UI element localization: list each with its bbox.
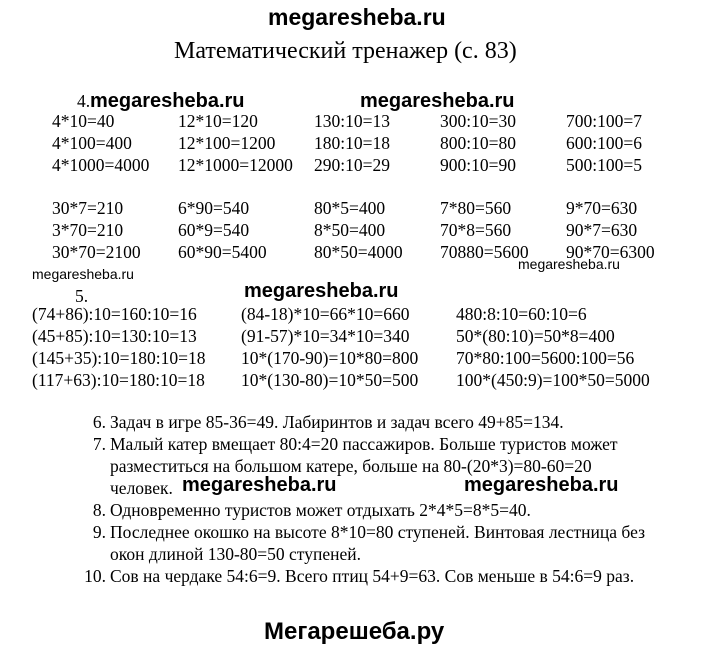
expr: 7*80=560 xyxy=(440,198,512,218)
watermark-small: megaresheba.ru xyxy=(32,266,134,282)
expr: 70*8=560 xyxy=(440,220,512,240)
watermark: megaresheba.ru xyxy=(90,90,245,112)
expr: 80*5=400 xyxy=(314,198,386,218)
expr: 4*10=40 xyxy=(52,111,115,131)
expr: 12*100=1200 xyxy=(178,133,276,153)
expr: 80*50=4000 xyxy=(314,242,403,262)
expr: 12*10=120 xyxy=(178,111,258,131)
watermark-small: megaresheba.ru xyxy=(518,256,620,272)
word-problems xyxy=(60,411,710,587)
expr: (45+85):10=130:10=13 xyxy=(32,326,197,346)
task5-col1 xyxy=(32,303,206,391)
expr: 90*7=630 xyxy=(566,220,638,240)
task4-g2-col5 xyxy=(566,197,655,263)
task-item xyxy=(60,565,710,587)
task-line: Последнее окошко на высоте 8*10=80 ступеней. Винтовая лестница без xyxy=(110,522,645,542)
task5-col2 xyxy=(241,303,418,391)
task-line: Одновременно туристов может отдыхать 2*4*5=8*5=40. xyxy=(110,500,531,520)
page-title: Математический тренажер (с. 83) xyxy=(174,38,517,64)
task4-g1-col2 xyxy=(178,110,293,176)
watermark: megaresheba.ru xyxy=(182,474,337,496)
expr: 300:10=30 xyxy=(440,111,516,131)
expr: 100*(450:9)=100*50=5000 xyxy=(456,370,650,390)
expr: 3*70=210 xyxy=(52,220,124,240)
expr: 50*(80:10)=50*8=400 xyxy=(456,326,615,346)
watermark: megaresheba.ru xyxy=(464,474,619,496)
task4-g2-col4 xyxy=(440,197,529,263)
task-item xyxy=(60,499,710,521)
expr: 6*90=540 xyxy=(178,198,250,218)
task-line: Малый катер вмещает 80:4=20 пассажиров. Больше туристов может xyxy=(110,434,618,454)
expr: 9*70=630 xyxy=(566,198,638,218)
expr: (117+63):10=180:10=18 xyxy=(32,370,205,390)
expr: (145+35):10=180:10=18 xyxy=(32,348,206,368)
expr: 290:10=29 xyxy=(314,155,390,175)
expr: 60*90=5400 xyxy=(178,242,267,262)
expr: 480:8:10=60:10=6 xyxy=(456,304,587,324)
header-watermark: megaresheba.ru xyxy=(268,4,446,30)
expr: 10*(130-80)=10*50=500 xyxy=(241,370,419,390)
task4-g2-col3 xyxy=(314,197,403,263)
expr: 500:100=5 xyxy=(566,155,642,175)
expr: (74+86):10=160:10=16 xyxy=(32,304,197,324)
expr: 600:100=6 xyxy=(566,133,642,153)
watermark: megaresheba.ru xyxy=(360,90,515,112)
expr: 60*9=540 xyxy=(178,220,250,240)
task-item xyxy=(60,521,710,565)
expr: 4*100=400 xyxy=(52,133,132,153)
task-number: 10. xyxy=(84,566,106,586)
expr: 700:100=7 xyxy=(566,111,642,131)
task5-label: 5. xyxy=(75,286,89,306)
expr: 30*70=2100 xyxy=(52,242,141,262)
expr: (91-57)*10=34*10=340 xyxy=(241,326,410,346)
expr: 180:10=18 xyxy=(314,133,390,153)
task-line: окон длиной 130-80=50 ступеней. xyxy=(110,544,361,564)
task-number: 7. xyxy=(92,434,106,454)
expr: 130:10=13 xyxy=(314,111,390,131)
task5-col3 xyxy=(456,303,650,391)
task4-label: 4. xyxy=(77,91,91,111)
expr: 90*70=6300 xyxy=(566,242,655,262)
watermark: megaresheba.ru xyxy=(244,280,399,302)
expr: 30*7=210 xyxy=(52,198,124,218)
task-number: 8. xyxy=(92,500,106,520)
expr: 10*(170-90)=10*80=800 xyxy=(241,348,419,368)
task4-g1-col3 xyxy=(314,110,390,176)
task-line: Задач в игре 85-36=49. Лабиринтов и задач всего 49+85=134. xyxy=(110,412,564,432)
task4-g2-col2 xyxy=(178,197,267,263)
task4-g1-col4 xyxy=(440,110,516,176)
task-item xyxy=(60,411,710,433)
expr: 8*50=400 xyxy=(314,220,386,240)
expr: (84-18)*10=66*10=660 xyxy=(241,304,410,324)
task4-g2-col1 xyxy=(52,197,141,263)
task4-g1-col1 xyxy=(52,110,149,176)
expr: 800:10=80 xyxy=(440,133,516,153)
task-line: человек. xyxy=(110,478,173,498)
expr: 70880=5600 xyxy=(440,242,529,262)
expr: 70*80:100=5600:100=56 xyxy=(456,348,635,368)
task4-g1-col5 xyxy=(566,110,642,176)
expr: 12*1000=12000 xyxy=(178,155,293,175)
footer-brand: Мегарешеба.ру xyxy=(264,618,445,645)
task-line: Сов на чердаке 54:6=9. Всего птиц 54+9=63. Сов меньше в 54:6=9 раз. xyxy=(110,566,635,586)
task-line: разместиться на большом катере, больше на 80-(20*3)=80-60=20 xyxy=(110,456,592,476)
expr: 4*1000=4000 xyxy=(52,155,150,175)
task-number: 6. xyxy=(92,412,106,432)
task-number: 9. xyxy=(92,522,106,542)
expr: 900:10=90 xyxy=(440,155,516,175)
